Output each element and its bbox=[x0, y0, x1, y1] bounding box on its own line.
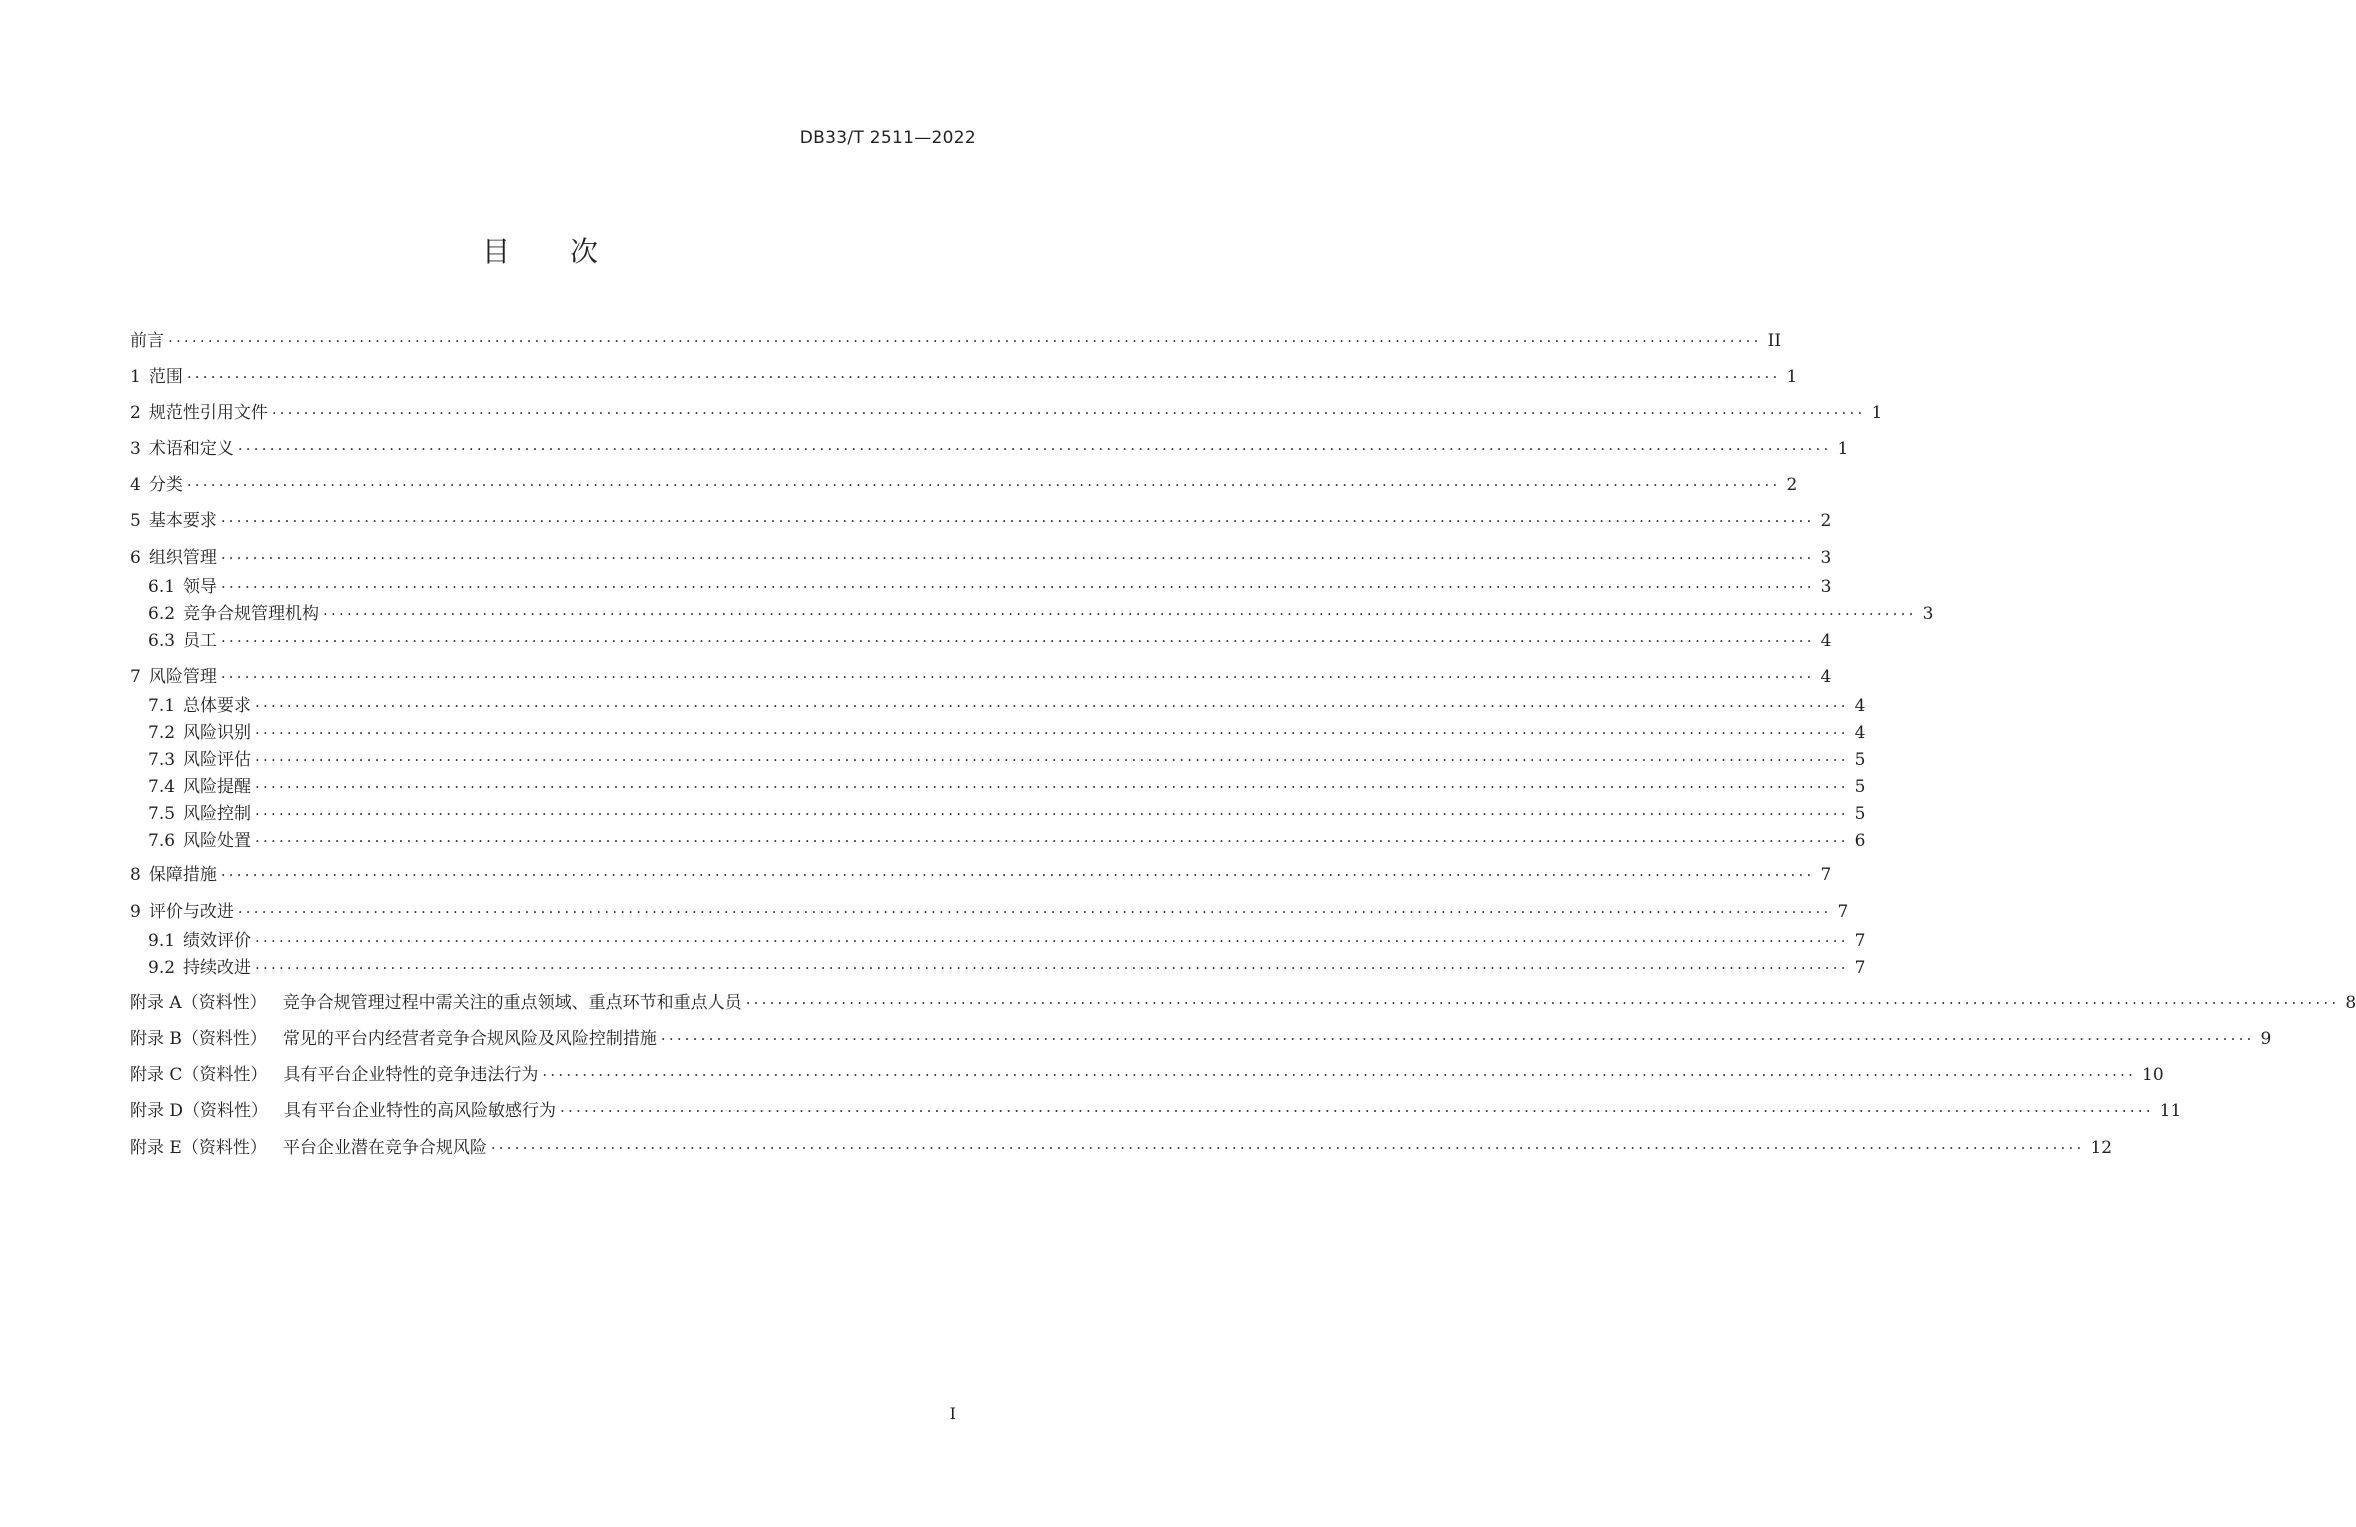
toc-dot-leader: ········································································································································································································ bbox=[271, 404, 1866, 422]
toc-entry[interactable] bbox=[148, 748, 1866, 772]
toc-dot-leader: ········································································································································································································ bbox=[221, 578, 1815, 596]
toc-entry-number: 附录 D（资料性） bbox=[130, 1101, 269, 1121]
toc-dot-leader: ········································································································································································································ bbox=[255, 751, 1849, 769]
toc-entry-label bbox=[148, 829, 251, 853]
toc-dot-leader: ········································································································································································································ bbox=[560, 1102, 2154, 1120]
toc-entry-label bbox=[148, 721, 251, 745]
toc-entry-label bbox=[148, 748, 251, 772]
toc-entry-label bbox=[148, 694, 251, 718]
toc-entry-title: 保障措施 bbox=[148, 865, 217, 885]
page-title-char-1: 目 bbox=[481, 235, 510, 268]
toc-entry-page-number: 5 bbox=[1854, 777, 1866, 797]
toc-entry-number: 9 bbox=[130, 902, 141, 922]
toc-entry-page-number: 4 bbox=[1820, 667, 1832, 687]
toc-dot-leader: ········································································································································································································ bbox=[220, 668, 1815, 686]
toc-entry-label bbox=[148, 929, 251, 953]
toc-entry[interactable] bbox=[130, 863, 1832, 887]
toc-entry-title: 规范性引用文件 bbox=[148, 403, 268, 423]
toc-entry-page-number: 2 bbox=[1820, 511, 1832, 531]
toc-entry-page-number: 11 bbox=[2159, 1101, 2182, 1121]
toc-entry[interactable] bbox=[148, 956, 1866, 980]
toc-entry-title: 风险处置 bbox=[183, 831, 252, 851]
toc-dot-leader: ········································································································································································································ bbox=[255, 778, 1849, 796]
toc-entry-number: 9.2 bbox=[148, 958, 176, 978]
toc-entry[interactable] bbox=[130, 473, 1798, 497]
toc-entry-number: 9.1 bbox=[148, 931, 176, 951]
toc-entry-number: 7 bbox=[130, 667, 141, 687]
toc-entry[interactable] bbox=[148, 721, 1866, 745]
toc-entry-label bbox=[130, 900, 234, 924]
toc-dot-leader: ········································································································································································································ bbox=[237, 440, 1832, 458]
toc-entry[interactable] bbox=[148, 629, 1832, 653]
toc-entry-title: 风险评估 bbox=[183, 750, 252, 770]
toc-dot-leader: ········································································································································································································ bbox=[168, 332, 1762, 350]
toc-entry-title: 风险控制 bbox=[183, 804, 252, 824]
toc-entry-number: 6.1 bbox=[148, 577, 176, 597]
toc-entry[interactable] bbox=[130, 365, 1798, 389]
toc-entry[interactable] bbox=[148, 829, 1866, 853]
toc-entry-label bbox=[148, 629, 217, 653]
toc-entry-title: 评价与改进 bbox=[148, 902, 234, 922]
toc-dot-leader: ········································································································································································································ bbox=[255, 959, 1849, 977]
toc-entry[interactable] bbox=[148, 694, 1866, 718]
page-title-char-2: 次 bbox=[570, 235, 599, 268]
toc-entry-title: 风险识别 bbox=[183, 723, 252, 743]
toc-entry-label bbox=[130, 991, 742, 1015]
toc-entry-number: 6.2 bbox=[148, 604, 176, 624]
toc-entry-page-number: 3 bbox=[1820, 577, 1832, 597]
toc-entry-label bbox=[130, 473, 183, 497]
toc-entry-title: 总体要求 bbox=[183, 696, 252, 716]
toc-entry[interactable] bbox=[130, 546, 1832, 570]
toc-entry[interactable] bbox=[130, 665, 1832, 689]
toc-entry-page-number: 9 bbox=[2260, 1029, 2272, 1049]
toc-entry-number: 4 bbox=[130, 475, 141, 495]
toc-entry-page-number: 8 bbox=[2345, 993, 2356, 1013]
toc-appendix-entry[interactable] bbox=[130, 1027, 2272, 1051]
page-number: I bbox=[949, 1404, 956, 1423]
toc-entry[interactable] bbox=[130, 401, 1883, 425]
toc-entry[interactable] bbox=[148, 802, 1866, 826]
toc-entry-label bbox=[148, 575, 217, 599]
toc-entry-page-number: 5 bbox=[1854, 750, 1866, 770]
toc-entry-label bbox=[130, 329, 164, 353]
toc-entry-title: 员工 bbox=[183, 631, 218, 651]
toc-entry[interactable] bbox=[148, 775, 1866, 799]
toc-entry-number: 2 bbox=[130, 403, 141, 423]
toc-entry-page-number: 7 bbox=[1854, 958, 1866, 978]
toc-entry-page-number: 4 bbox=[1854, 696, 1866, 716]
toc-entry-number: 7.5 bbox=[148, 804, 176, 824]
toc-entry-label bbox=[130, 1027, 657, 1051]
toc-entry-number: 5 bbox=[130, 511, 141, 531]
toc-entry-label bbox=[148, 802, 251, 826]
toc-entry-page-number: 1 bbox=[1837, 439, 1849, 459]
toc-entry-number: 7.4 bbox=[148, 777, 176, 797]
toc-dot-leader: ········································································································································································································ bbox=[186, 476, 1781, 494]
toc-entry-page-number: 4 bbox=[1820, 631, 1832, 651]
toc-entry-number: 7.3 bbox=[148, 750, 176, 770]
toc-entry-label bbox=[130, 1063, 538, 1087]
toc-dot-leader: ········································································································································································································ bbox=[255, 932, 1849, 950]
toc-entry-title: 风险提醒 bbox=[183, 777, 252, 797]
toc-entry-title: 绩效评价 bbox=[183, 931, 252, 951]
toc-entry-number: 7.6 bbox=[148, 831, 176, 851]
toc-dot-leader: ········································································································································································································ bbox=[186, 368, 1781, 386]
toc-entry-number: 7.2 bbox=[148, 723, 176, 743]
toc-entry-title: 平台企业潜在竞争合规风险 bbox=[282, 1138, 487, 1158]
toc-entry-number: 3 bbox=[130, 439, 141, 459]
toc-entry-number: 附录 A（资料性） bbox=[130, 993, 267, 1013]
toc-entry-label bbox=[130, 546, 217, 570]
toc-entry-label bbox=[130, 509, 217, 533]
toc-entry-title: 前言 bbox=[130, 331, 164, 351]
toc-entry-title: 基本要求 bbox=[148, 511, 217, 531]
toc-dot-leader: ········································································································································································································ bbox=[542, 1066, 2137, 1084]
toc-dot-leader: ········································································································································································································ bbox=[255, 805, 1849, 823]
toc-entry[interactable] bbox=[148, 602, 1934, 626]
toc-entry-label bbox=[148, 775, 251, 799]
toc-entry-page-number: 7 bbox=[1820, 865, 1832, 885]
toc-dot-leader: ········································································································································································································ bbox=[220, 512, 1815, 530]
toc-entry-label bbox=[130, 1136, 487, 1160]
toc-entry-title: 常见的平台内经营者竞争合规风险及风险控制措施 bbox=[282, 1029, 657, 1049]
toc-entry-number: 8 bbox=[130, 865, 141, 885]
toc-entry-title: 持续改进 bbox=[183, 958, 252, 978]
toc-entry-number: 7.1 bbox=[148, 696, 176, 716]
toc-dot-leader: ········································································································································································································ bbox=[660, 1030, 2255, 1048]
toc-entry-label bbox=[148, 956, 251, 980]
toc-entry-title: 分类 bbox=[148, 475, 183, 495]
toc-entry[interactable] bbox=[148, 929, 1866, 953]
toc-dot-leader: ········································································································································································································ bbox=[745, 994, 2340, 1012]
toc-entry-label bbox=[130, 401, 268, 425]
toc-dot-leader: ········································································································································································································ bbox=[255, 697, 1849, 715]
toc-appendix-entry[interactable] bbox=[130, 991, 2356, 1015]
toc-dot-leader: ········································································································································································································ bbox=[220, 866, 1815, 884]
toc-entry-title: 竞争合规管理机构 bbox=[183, 604, 320, 624]
toc-entry-number: 附录 E（资料性） bbox=[130, 1138, 267, 1158]
toc-entry[interactable] bbox=[130, 900, 1849, 924]
toc-entry[interactable] bbox=[148, 575, 1832, 599]
toc-entry-label bbox=[130, 437, 234, 461]
toc-entry-page-number: 1 bbox=[1786, 367, 1798, 387]
toc-entry-number: 附录 C（资料性） bbox=[130, 1065, 268, 1085]
toc-entry[interactable] bbox=[130, 329, 1782, 353]
toc-entry-title: 组织管理 bbox=[148, 548, 217, 568]
toc-entry-title: 风险管理 bbox=[148, 667, 217, 687]
toc-entry-page-number: 7 bbox=[1854, 931, 1866, 951]
toc-entry-number: 6 bbox=[130, 548, 141, 568]
toc-entry-page-number: 5 bbox=[1854, 804, 1866, 824]
toc-entry-title: 具有平台企业特性的竞争违法行为 bbox=[283, 1065, 539, 1085]
toc-entry-page-number: 2 bbox=[1786, 475, 1798, 495]
toc-entry-title: 范围 bbox=[148, 367, 183, 387]
toc-entry-label bbox=[130, 1099, 556, 1123]
toc-appendix-entry[interactable] bbox=[130, 1099, 2182, 1123]
toc-entry-page-number: II bbox=[1767, 331, 1782, 351]
toc-entry-page-number: 4 bbox=[1854, 723, 1866, 743]
toc-dot-leader: ········································································································································································································ bbox=[237, 903, 1832, 921]
toc-entry-page-number: 7 bbox=[1837, 902, 1849, 922]
toc-entry-page-number: 6 bbox=[1854, 831, 1866, 851]
document-code: DB33/T 2511—2022 bbox=[799, 128, 976, 148]
toc-dot-leader: ········································································································································································································ bbox=[323, 605, 1917, 623]
toc-entry-page-number: 3 bbox=[1820, 548, 1832, 568]
toc-entry-title: 竞争合规管理过程中需关注的重点领域、重点环节和重点人员 bbox=[282, 993, 742, 1013]
toc-entry-page-number: 12 bbox=[2090, 1138, 2113, 1158]
toc-dot-leader: ········································································································································································································ bbox=[220, 549, 1815, 567]
toc-appendix-entry[interactable] bbox=[130, 1063, 2164, 1087]
toc-entry[interactable] bbox=[130, 437, 1849, 461]
toc-dot-leader: ········································································································································································································ bbox=[221, 632, 1815, 650]
toc-entry-page-number: 3 bbox=[1922, 604, 1934, 624]
toc-dot-leader: ········································································································································································································ bbox=[490, 1139, 2085, 1157]
toc-dot-leader: ········································································································································································································ bbox=[255, 724, 1849, 742]
toc-entry-title: 术语和定义 bbox=[148, 439, 234, 459]
toc-entry-number: 1 bbox=[130, 367, 141, 387]
toc-entry-label bbox=[130, 665, 217, 689]
toc-entry-label bbox=[130, 863, 217, 887]
toc-entry-label bbox=[130, 365, 183, 389]
toc-entry-number: 附录 B（资料性） bbox=[130, 1029, 267, 1049]
toc-entry-page-number: 1 bbox=[1871, 403, 1883, 423]
toc-entry-title: 具有平台企业特性的高风险敏感行为 bbox=[284, 1101, 557, 1121]
toc-dot-leader: ········································································································································································································ bbox=[255, 832, 1849, 850]
toc-entry-page-number: 10 bbox=[2142, 1065, 2164, 1085]
toc-entry-label bbox=[148, 602, 319, 626]
toc-appendix-entry[interactable] bbox=[130, 1136, 2113, 1160]
toc-entry-number: 6.3 bbox=[148, 631, 176, 651]
toc-entry[interactable] bbox=[130, 509, 1832, 533]
toc-entry-title: 领导 bbox=[183, 577, 218, 597]
table-of-contents bbox=[130, 0, 2356, 1527]
